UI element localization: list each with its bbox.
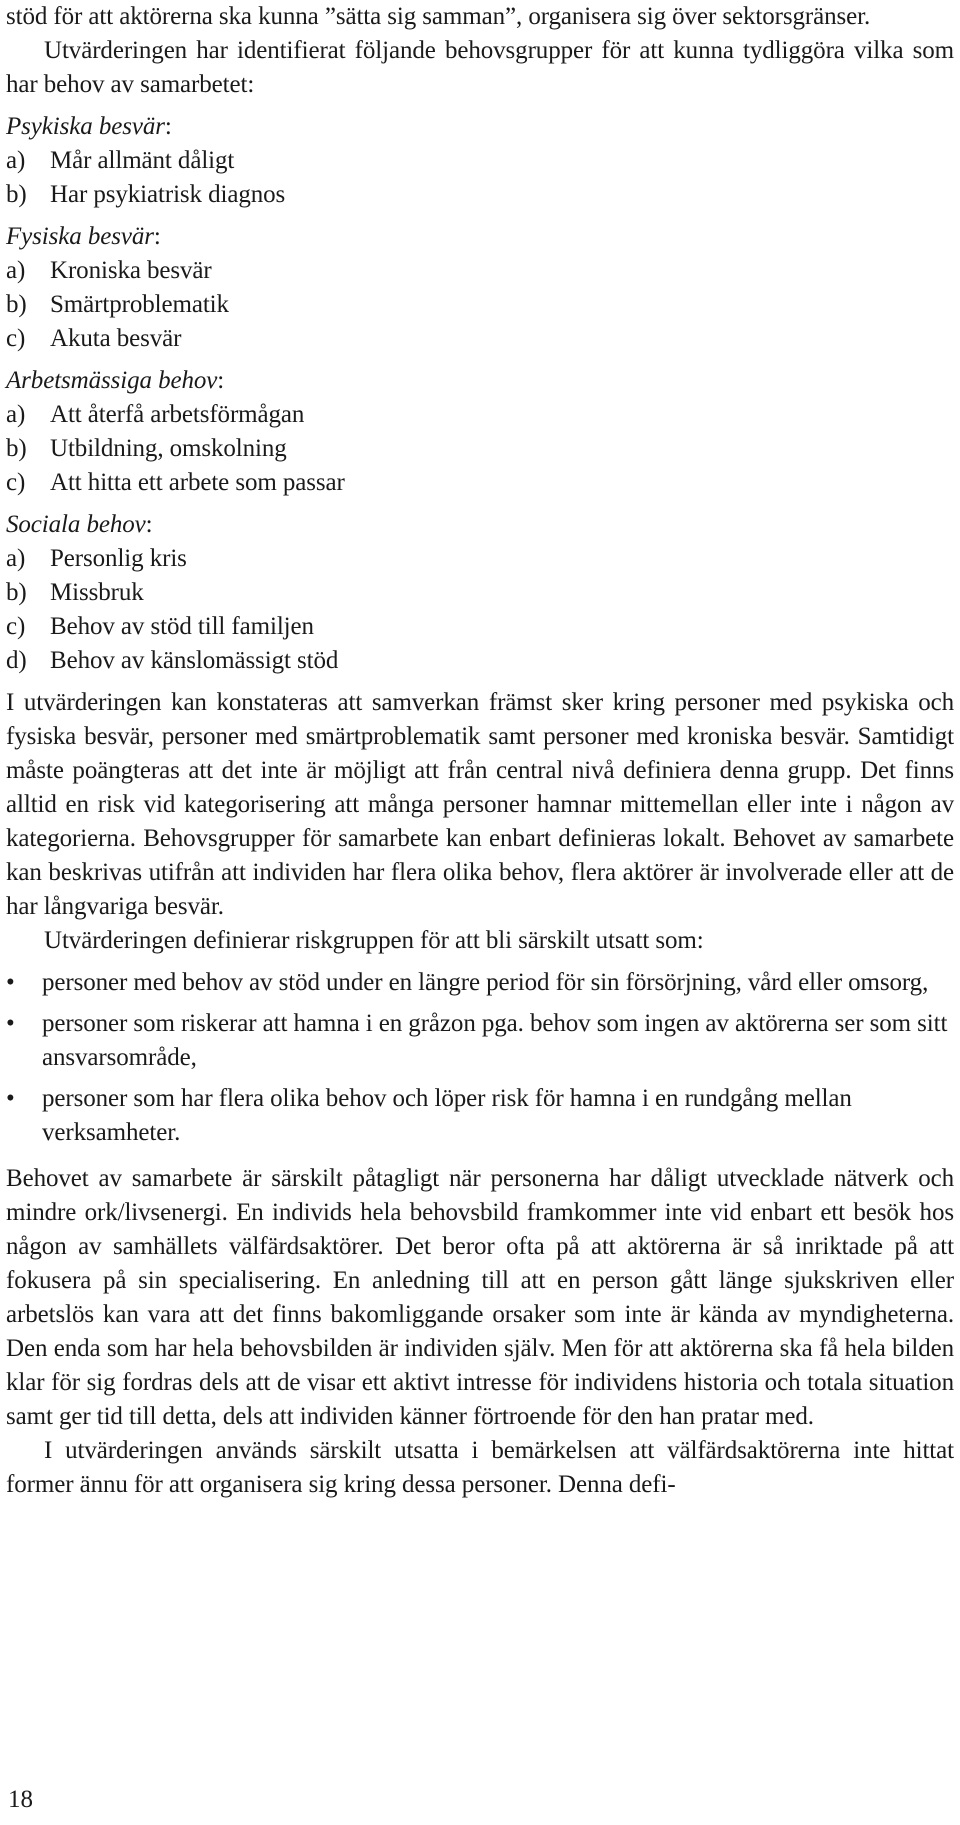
- list-item: a) Personlig kris: [6, 545, 187, 572]
- bullet-icon: •: [6, 969, 15, 996]
- group-arbetsmassiga-behov: [6, 364, 954, 500]
- body-paragraph: Utvärderingen definierar riskgruppen för att bli särskilt utsatt som:: [44, 927, 704, 954]
- list-item: b) Utbildning, omskolning: [6, 435, 287, 462]
- bullet-item: • personer med behov av stöd under en längre period för sin försörjning, vård eller omsorg,: [6, 966, 954, 1000]
- list-item: b) Missbruk: [6, 579, 144, 606]
- group-heading: Sociala behov:: [6, 511, 153, 538]
- group-heading: Fysiska besvär:: [6, 223, 161, 250]
- bullet-icon: •: [6, 1085, 15, 1112]
- list-item: b) Smärtproblematik: [6, 291, 229, 318]
- body-paragraph: I utvärderingen används särskilt utsatta i bemärkelsen att välfärdsaktörerna inte hittat former ännu för att organisera sig kring dessa personer. Denna defi-: [6, 1437, 954, 1498]
- group-heading: Psykiska besvär:: [6, 113, 172, 140]
- body-paragraph: I utvärderingen kan konstateras att samverkan främst sker kring personer med psykiska och fysiska besvär, personer med smärtproblematik samt personer med kroniska besvär. Samtidigt måste poängteras att det inte är möjligt att från central nivå definiera denna grupp. Det finns alltid en risk vid kategorisering att många personer hamnar mittemellan eller inte i någon av kategorierna. Behovsgrupper för samarbete kan enbart definieras lokalt. Behovet av samarbete kan beskrivas utifrån att individen har flera olika behov, flera aktörer är involverade eller att de har långvariga besvär.: [6, 689, 954, 920]
- bullet-item: • personer som riskerar att hamna i en gråzon pga. behov som ingen av aktörerna ser som sitt ansvarsområde,: [6, 1007, 954, 1075]
- list-item: a) Att återfå arbetsförmågan: [6, 401, 305, 428]
- continued-paragraph: stöd för att aktörerna ska kunna ”sätta sig samman”, organisera sig över sektorsgränser.: [6, 3, 871, 30]
- page-number: 18: [8, 1786, 33, 1813]
- group-psykiska-besvar: [6, 110, 954, 212]
- intro-paragraph: Utvärderingen har identifierat följande behovsgrupper för att kunna tydliggöra vilka som har behov av samarbetet:: [6, 37, 954, 98]
- list-item: c) Behov av stöd till familjen: [6, 613, 314, 640]
- list-item: c) Att hitta ett arbete som passar: [6, 469, 345, 496]
- list-item: b) Har psykiatrisk diagnos: [6, 181, 286, 208]
- bullet-icon: •: [6, 1010, 15, 1037]
- group-fysiska-besvar: [6, 220, 954, 356]
- list-item: c) Akuta besvär: [6, 325, 182, 352]
- document-page: [6, 0, 954, 1502]
- list-item: d) Behov av känslomässigt stöd: [6, 647, 339, 674]
- body-paragraph: Behovet av samarbete är särskilt påtagligt när personerna har dåligt utvecklade nätverk och mindre ork/livsenergi. En individs hela behovsbild framkommer inte vid enbart ett besök hos någon av samhällets välfärdsaktörer. Det beror ofta på att aktörerna är så inriktade på att fokusera på sin specialisering. En anledning till att en person gått länge sjukskriven eller arbetslös kan vara att det finns bakomliggande orsaker som inte är kända av myndigheterna. Den enda som har hela behovsbilden är individen själv. Men för att aktörerna ska få hela bilden klar för sig fordras dels att de visar ett aktivt intresse för individens historia och totala situation samt ger tid till detta, dels att individen känner förtroende för den han pratar med.: [6, 1165, 954, 1430]
- group-heading: Arbetsmässiga behov:: [6, 367, 225, 394]
- risk-group-list: [6, 966, 954, 1150]
- bullet-item: • personer som har flera olika behov och löper risk för hamna i en rundgång mellan verksamheter.: [6, 1082, 954, 1150]
- list-item: a) Mår allmänt dåligt: [6, 147, 235, 174]
- list-item: a) Kroniska besvär: [6, 257, 212, 284]
- group-sociala-behov: [6, 508, 954, 678]
